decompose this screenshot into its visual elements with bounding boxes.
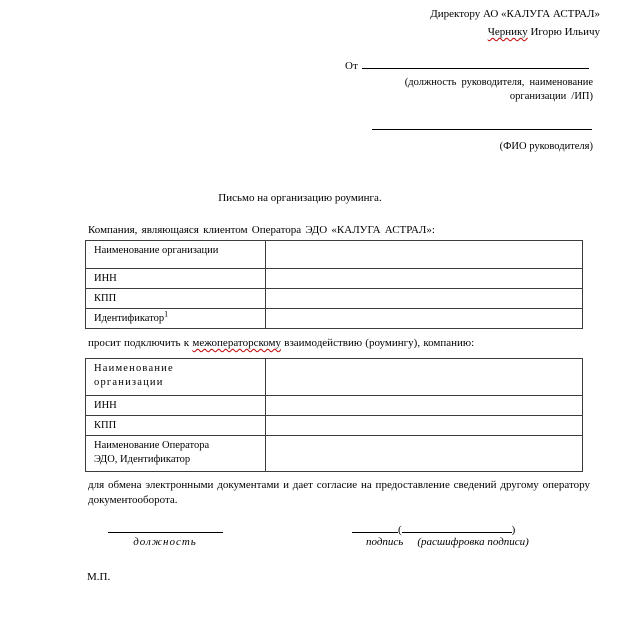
addressee-line2 — [430, 23, 600, 41]
company-name-label: Наименование организации — [86, 359, 266, 396]
addressee-line1: Директору АО «КАЛУГА АСТРАЛ» — [430, 8, 600, 20]
company-kpp-label: КПП — [86, 416, 266, 436]
signature-blank-field[interactable] — [352, 521, 398, 533]
client-kpp-label: КПП — [86, 289, 266, 309]
request-text-flagged: межоператорскому — [192, 337, 281, 349]
intro-paragraph: Компания, являющаяся клиентом Оператора ЭДО «КАЛУГА АСТРАЛ»: — [88, 224, 435, 236]
client-name-label: Наименование организации — [86, 241, 266, 269]
table-row — [86, 396, 583, 416]
from-line — [345, 57, 589, 72]
table-row — [86, 309, 583, 329]
from-label: От — [345, 60, 358, 72]
document-title: Письмо на организацию роуминга. — [218, 192, 382, 204]
consent-paragraph: для обмена электронными документами и дает согласие на предоставление сведений другому оператору документооборота. — [88, 479, 590, 506]
addressee-block — [430, 5, 600, 41]
table-row — [86, 269, 583, 289]
signature-decipher-blank-field[interactable] — [402, 521, 512, 533]
paren-open: ( — [398, 524, 402, 536]
footnote-marker: 1 — [164, 309, 169, 319]
table-row — [86, 359, 583, 396]
addressee-name-rest: Игорю Ильичу — [527, 26, 600, 38]
roaming-company-table — [85, 358, 583, 472]
table-row — [86, 436, 583, 472]
stamp-mark: М.П. — [87, 571, 111, 583]
client-table — [85, 240, 583, 329]
addressee-name-flagged: Чернику — [487, 26, 528, 38]
signature-captions — [366, 536, 529, 548]
client-inn-label: ИНН — [86, 269, 266, 289]
table-row — [86, 289, 583, 309]
operator-name-value-cell[interactable] — [266, 436, 583, 472]
position-blank-field[interactable] — [108, 521, 223, 533]
table-row — [86, 241, 583, 269]
from-hint — [405, 76, 593, 104]
company-kpp-value-cell[interactable] — [266, 416, 583, 436]
company-inn-label: ИНН — [86, 396, 266, 416]
request-text-before: просит подключить к — [88, 337, 193, 349]
decipher-caption: (расшифровка подписи) — [417, 536, 529, 548]
request-text-after: взаимодействию (роумингу), компанию: — [281, 337, 475, 349]
signature-blank-group — [352, 521, 515, 536]
fio-hint: (ФИО руководителя) — [499, 141, 593, 152]
company-name-value-cell[interactable] — [266, 359, 583, 396]
client-kpp-value-cell[interactable] — [266, 289, 583, 309]
paren-close: ) — [511, 524, 516, 536]
fio-blank-field[interactable] — [372, 117, 592, 130]
client-identifier-value-cell[interactable] — [266, 309, 583, 329]
operator-name-label: Наименование Оператора ЭДО, Идентификатор — [86, 436, 266, 472]
from-hint-line2: организации /ИП) — [509, 91, 593, 102]
client-name-value-cell[interactable] — [266, 241, 583, 269]
from-blank-field[interactable] — [362, 57, 589, 69]
client-inn-value-cell[interactable] — [266, 269, 583, 289]
client-identifier-label: Идентификатор$^1$ — [86, 309, 266, 329]
table-row — [86, 416, 583, 436]
from-hint-line1: (должность руководителя, наименование — [404, 77, 593, 88]
signature-caption: подпись — [366, 536, 404, 548]
position-caption: должность — [133, 536, 197, 548]
company-inn-value-cell[interactable] — [266, 396, 583, 416]
request-paragraph — [88, 336, 474, 351]
